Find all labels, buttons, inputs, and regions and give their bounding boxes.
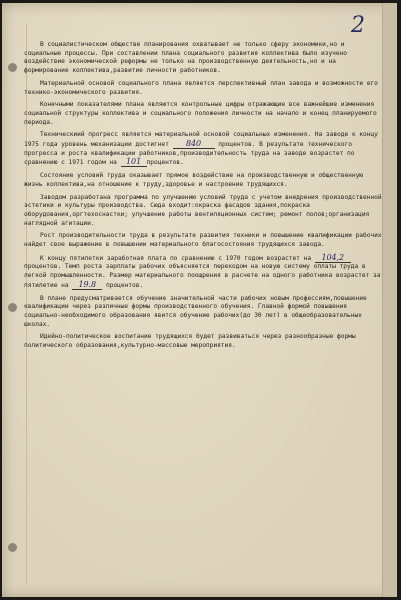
- paragraph-improvement-program: Заводом разработана программа по улучшению условий труда с учетом внедрения производственной эстетики и культуры производства. Сюда входит:окраска фасадов здания,покраска оборудования,оргтехоснастки; улучшение работы вентиляционных систем; ремонт полов;организация наглядной агитации.: [24, 193, 382, 227]
- handwritten-page-number: 2: [351, 13, 365, 38]
- typewritten-body: [24, 41, 382, 355]
- paragraph-working-conditions: Состояние условий труда оказывает прямое воздействие на производственную и общественную жизнь коллектива,на отношение к труду,здоровье и настроение трудящихся.: [24, 172, 364, 188]
- paragraph-planning: В социалистическом обществе планирования охватывает не только сферу экономики,но и социальные процессы. При составлении плана социального развития коллектива было изучено воздействие экономической реформы не только на производственную деятельность,но и на формирование коллектива,развитие личности работников.: [24, 41, 348, 75]
- binding-hole: [8, 63, 17, 72]
- paragraph-training: В плане предусматривается обучение значительной части рабочих новым профессиям,повышение квалификации через различные формы производственного обучения. Главной формой повышения социально-необходимого образования явится обучение рабочих(до 30 лет) в общеобразовательных школах.: [24, 294, 367, 328]
- paragraph-final-indicators: Конечными показателями плана являются контрольные цифры отражающие все важнейшие изменения социальной структуры коллектива и социального положения личности на начало и конец планируемого периода.: [24, 101, 377, 126]
- paragraph-wages: [24, 254, 382, 291]
- text-segment: К концу пятилетки заработная плата по сравнению с 1970 годом возрастет на: [40, 254, 312, 262]
- text-segment: процентов.: [106, 281, 144, 289]
- handwritten-fill-mechanization: 840: [173, 140, 215, 149]
- page-edge: [382, 3, 397, 597]
- binding-hole: [8, 303, 17, 312]
- paragraph-education: Идейно-политическое воспитание трудящихся будет развиваться через разнообразные формы политического образования,культурно-массовые мероприятия.: [24, 333, 356, 350]
- text-segment: Техническиий прогресс является материальной основой социальных изменения. На заводе к концу 1975 года уровень механизации достигнет: [24, 131, 378, 149]
- handwritten-fill-wage-growth: 104,2: [315, 254, 351, 263]
- handwritten-fill-productivity: 101: [121, 158, 147, 167]
- paragraph-material-basis: Материальной основой социального плана является перспективный план завода и возможности его технико-экономического развития.: [24, 79, 378, 96]
- text-segment: процентов. Темп роста зарплаты рабочих объясняется переходом на новую систему оплаты труда в легкой промышленности. Размер материального поощрения в расчете на одного работника возрастет за пятилетие на: [24, 263, 381, 289]
- paragraph-technical-progress: [24, 131, 382, 168]
- binding-hole: [8, 543, 17, 552]
- text-segment: процентов.: [146, 159, 184, 167]
- paragraph-wellbeing: Рост производительности труда в результате развития техники и повышение квалификации рабочих найдет свое выражение в повышении материального благосостояния трудящихся завода.: [24, 232, 382, 249]
- handwritten-fill-incentive-growth: 19.8: [72, 281, 102, 290]
- document-page: [2, 3, 396, 597]
- text-segment: процентов. В результате технического прогресса и роста квалификации работников,производительность труда на заводе возрастет по сравнению с 1971 годом на: [24, 141, 355, 167]
